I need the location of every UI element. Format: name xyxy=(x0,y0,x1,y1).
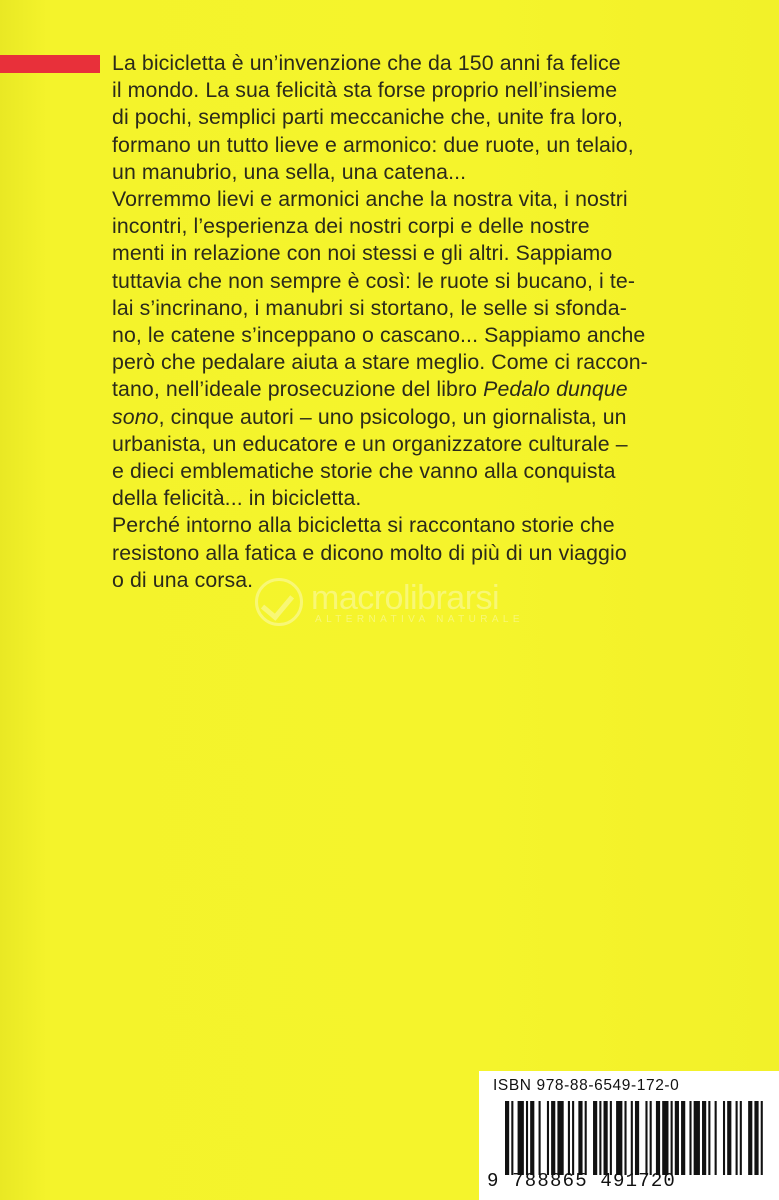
barcode-bar xyxy=(604,1101,608,1175)
barcode-bar xyxy=(715,1101,717,1175)
blurb-line: formano un tutto lieve e armonico: due ruote, un telaio, xyxy=(112,132,634,157)
blurb-line: e dieci emblematiche storie che vanno alla conquista xyxy=(112,459,616,484)
barcode-bar xyxy=(631,1101,633,1175)
barcode-bar xyxy=(616,1101,622,1175)
barcode-bar xyxy=(727,1101,731,1175)
blurb-line: un manubrio, una sella, una catena... xyxy=(112,159,467,184)
blurb-line: il mondo. La sua felicità sta forse proprio nell’insieme xyxy=(112,78,618,103)
barcode-bar xyxy=(702,1101,706,1175)
blurb-line: tuttavia che non sempre è così: le ruote si bucano, i te- xyxy=(112,268,636,293)
barcode-digits: 9 788865 491720 xyxy=(487,1170,677,1192)
barcode-bar xyxy=(635,1101,639,1175)
barcode-bar xyxy=(740,1101,742,1175)
barcode-bar xyxy=(761,1101,763,1175)
barcode-bar xyxy=(736,1101,738,1175)
barcode-bar xyxy=(681,1101,685,1175)
barcode-bar xyxy=(748,1101,752,1175)
barcode-bar xyxy=(593,1101,597,1175)
red-accent-bar xyxy=(0,55,100,73)
barcode-bar xyxy=(530,1101,534,1175)
barcode xyxy=(505,1101,767,1175)
blurb-line xyxy=(112,404,672,431)
watermark-brand: macrolibrarsi xyxy=(311,579,500,617)
barcode-bar xyxy=(599,1101,601,1175)
barcode-bar xyxy=(539,1101,541,1175)
barcode-bar xyxy=(662,1101,668,1175)
blurb-line: però che pedalare aiuta a stare meglio. Come ci raccon- xyxy=(112,350,648,375)
barcode-bar xyxy=(694,1101,700,1175)
barcode-bar xyxy=(518,1101,524,1175)
barcode-bar xyxy=(511,1101,513,1175)
blurb-text-run: tano, nell’ideale prosecuzione del libro xyxy=(112,377,478,402)
blurb-line: resistono alla fatica e dicono molto di più di un viaggio xyxy=(112,540,627,565)
watermark-tagline: ALTERNATIVA NATURALE xyxy=(315,614,524,625)
blurb-line: no, le catene s’inceppano o cascano... Sappiamo anche xyxy=(112,323,646,348)
barcode-bar xyxy=(557,1101,563,1175)
barcode-bar xyxy=(610,1101,612,1175)
barcode-bar xyxy=(572,1101,574,1175)
barcode-bar xyxy=(547,1101,549,1175)
barcode-bar xyxy=(656,1101,660,1175)
blurb-line: menti in relazione con noi stessi e gli altri. Sappiamo xyxy=(112,241,613,266)
blurb-line: La bicicletta è un’invenzione che da 150 anni fa felice xyxy=(112,51,621,75)
book-title-italic: Pedalo dunque xyxy=(483,377,628,402)
blurb-line: Vorremmo lievi e armonici anche la nostra vita, i nostri xyxy=(112,187,628,212)
blurb-text xyxy=(112,50,672,594)
blurb-line: o di una corsa. xyxy=(112,567,254,592)
barcode-bar xyxy=(568,1101,570,1175)
blurb-line xyxy=(112,376,672,403)
barcode-bar xyxy=(723,1101,725,1175)
barcode-bar xyxy=(708,1101,710,1175)
isbn-label: ISBN 978-88-6549-172-0 xyxy=(493,1077,680,1094)
barcode-bar xyxy=(650,1101,652,1175)
barcode-bar xyxy=(645,1101,647,1175)
barcode-bar xyxy=(671,1101,673,1175)
barcode-bar xyxy=(624,1101,626,1175)
blurb-line: di pochi, semplici parti meccaniche che, unite fra loro, xyxy=(112,105,624,130)
blurb-line: urbanista, un educatore e un organizzatore culturale – xyxy=(112,431,628,456)
barcode-bar xyxy=(585,1101,587,1175)
blurb-text-run: , cinque autori – uno psicologo, un giornalista, un xyxy=(158,404,627,429)
book-title-italic: sono xyxy=(112,404,159,429)
isbn-barcode-box xyxy=(479,1071,779,1200)
barcode-bar xyxy=(505,1101,509,1175)
barcode-bar xyxy=(526,1101,528,1175)
barcode-bar xyxy=(578,1101,582,1175)
barcode-bar xyxy=(754,1101,758,1175)
blurb-line: incontri, l’esperienza dei nostri corpi e delle nostre xyxy=(112,214,590,239)
blurb-line: Perché intorno alla bicicletta si raccontano storie che xyxy=(112,513,615,538)
blurb-line: della felicità... in bicicletta. xyxy=(112,486,362,511)
barcode-bar xyxy=(689,1101,691,1175)
barcode-bar xyxy=(675,1101,679,1175)
blurb-line: lai s’incrinano, i manubri si stortano, le selle si sfonda- xyxy=(112,295,627,320)
barcode-bar xyxy=(551,1101,555,1175)
